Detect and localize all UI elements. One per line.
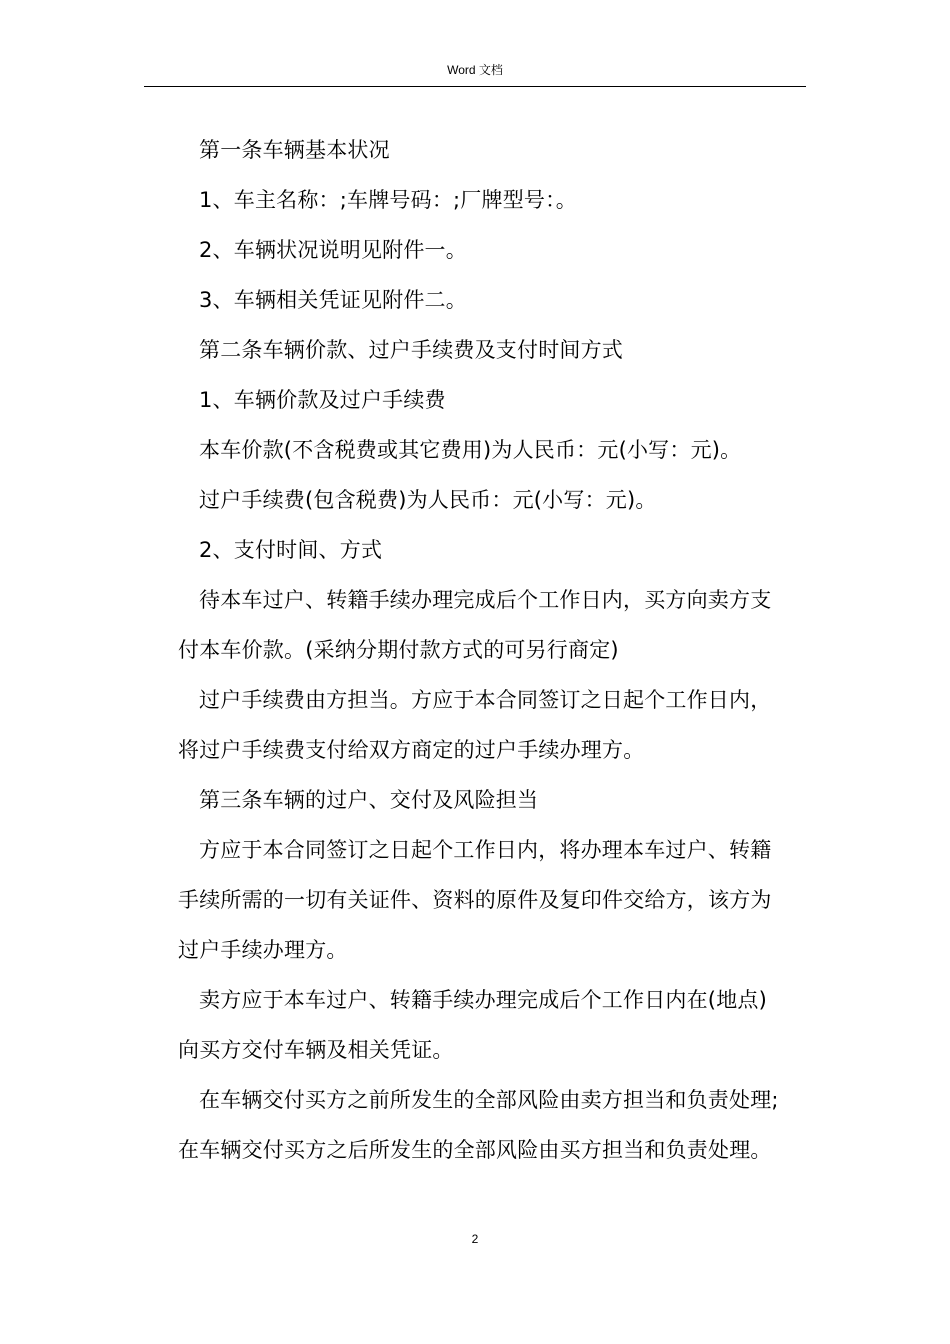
paragraph [178, 475, 803, 525]
paragraph-line: 1、车辆价款及过户手续费 [199, 388, 446, 412]
paragraph-line: 2、车辆状况说明见附件一。 [199, 238, 467, 262]
paragraph-line: 3、车辆相关凭证见附件二。 [199, 288, 467, 312]
paragraph [178, 375, 803, 425]
paragraph [178, 575, 803, 675]
paragraph-line: 第三条车辆的过户、交付及风险担当 [199, 788, 539, 812]
paragraph-line: 1、车主名称：;车牌号码：;厂牌型号：。 [199, 188, 578, 212]
page-header: Word 文档 [447, 63, 503, 77]
paragraph-line: 过户手续费(包含税费)为人民币：元(小写：元)。 [199, 488, 657, 512]
paragraph-line: 方应于本合同签订之日起个工作日内，将办理本车过户、转籍 [199, 838, 772, 862]
paragraph [178, 1075, 803, 1175]
paragraph-line: 付本车价款。(采纳分期付款方式的可另行商定) [178, 638, 619, 662]
header-divider [144, 86, 806, 87]
paragraph-line: 在车辆交付买方之后所发生的全部风险由买方担当和负责处理。 [178, 1138, 772, 1162]
paragraph-line: 待本车过户、转籍手续办理完成后个工作日内，买方向卖方支 [199, 588, 772, 612]
paragraph [178, 225, 803, 275]
paragraph-line: 本车价款(不含税费或其它费用)为人民币：元(小写：元)。 [199, 438, 742, 462]
paragraph-line: 第二条车辆价款、过户手续费及支付时间方式 [199, 338, 623, 362]
paragraph-line: 将过户手续费支付给双方商定的过户手续办理方。 [178, 738, 645, 762]
paragraph-line: 第一条车辆基本状况 [199, 138, 390, 162]
paragraph [178, 525, 803, 575]
paragraph-line: 过户手续费由方担当。方应于本合同签订之日起个工作日内， [199, 688, 772, 712]
paragraph-line: 过户手续办理方。 [178, 938, 348, 962]
paragraph [178, 275, 803, 325]
paragraph [178, 175, 803, 225]
paragraph [178, 125, 803, 175]
paragraph-line: 2、支付时间、方式 [199, 538, 383, 562]
paragraph [178, 675, 803, 775]
document-body [178, 125, 803, 1175]
paragraph-line: 卖方应于本车过户、转籍手续办理完成后个工作日内在(地点) [199, 988, 767, 1012]
paragraph-line: 在车辆交付买方之前所发生的全部风险由卖方担当和负责处理; [199, 1088, 779, 1112]
paragraph-line: 向买方交付车辆及相关凭证。 [178, 1038, 454, 1062]
paragraph [178, 825, 803, 975]
paragraph [178, 325, 803, 375]
paragraph [178, 425, 803, 475]
paragraph [178, 975, 803, 1075]
paragraph [178, 775, 803, 825]
paragraph-line: 手续所需的一切有关证件、资料的原件及复印件交给方，该方为 [178, 888, 772, 912]
page-number: 2 [471, 1232, 479, 1246]
